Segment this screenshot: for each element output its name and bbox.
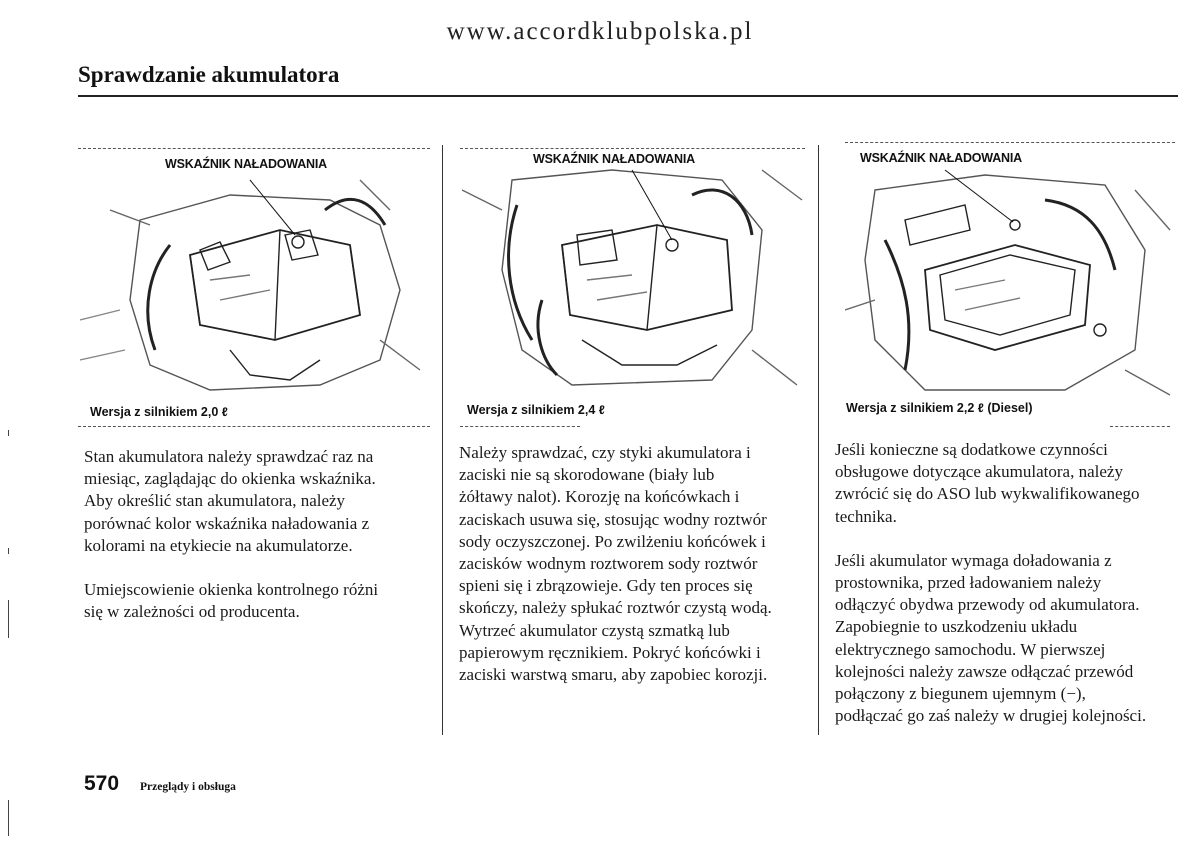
- chapter-label: Przeglądy i obsługa: [140, 781, 236, 793]
- text-line: zaciski warstwą smaru, aby zapobiec korozji.: [459, 665, 768, 685]
- figure-caption: Wersja z silnikiem 2,2 ℓ (Diesel): [846, 401, 1033, 415]
- text-line: się w zależności od producenta.: [84, 602, 300, 622]
- text-line: Stan akumulatora należy sprawdzać raz na: [84, 447, 374, 466]
- figure-caption: Wersja z silnikiem 2,4 ℓ: [467, 403, 605, 417]
- text-line: prostownika, przed ładowaniem należy: [835, 573, 1102, 593]
- figure-frame-top: [78, 148, 430, 149]
- text-line: zacisków wodnym roztworem sody roztwór: [459, 554, 758, 574]
- figure-caption: Wersja z silnikiem 2,0 ℓ: [90, 405, 228, 419]
- figure-frame-top: [460, 148, 805, 149]
- margin-mark: [8, 548, 9, 554]
- text-line: Należy sprawdzać, czy styki akumulatora i: [459, 443, 751, 462]
- battery-illustration-2-4: [462, 150, 807, 400]
- text-line: kolorami na etykiecie na akumulatorze.: [84, 535, 353, 555]
- text-line: Aby określić stan akumulatora, należy: [84, 491, 346, 511]
- figure-frame-bottom: [460, 426, 580, 427]
- charge-indicator-callout: WSKAŹNIK NAŁADOWANIA: [533, 152, 695, 166]
- margin-mark: [8, 430, 9, 436]
- text-line: połączony z biegunem ujemnym (−),: [835, 684, 1086, 704]
- battery-illustration-2-2-diesel: [845, 150, 1175, 400]
- text-line: Zapobiegnie to uszkodzeniu układu: [835, 617, 1078, 637]
- text-line: sody oczyszczonej. Po zwilżeniu końcówek i: [459, 531, 766, 551]
- text-line: zaciskach usuwa się, stosując wodny roztwór: [459, 509, 767, 529]
- text-line: spieni się i zbrązowieje. Gdy ten proces się: [459, 576, 753, 596]
- page-number: 570: [84, 772, 120, 795]
- text-line: Jeśli konieczne są dodatkowe czynności: [835, 440, 1108, 459]
- text-line: Jeśli akumulator wymaga doładowania z: [835, 550, 1112, 570]
- figure-frame-bottom: [78, 426, 430, 427]
- charge-indicator-callout: WSKAŹNIK NAŁADOWANIA: [860, 151, 1022, 165]
- text-line: zaciski nie są skorodowane (biały lub: [459, 465, 715, 485]
- figure-frame-top: [845, 142, 1175, 143]
- section-title: Sprawdzanie akumulatora: [78, 62, 340, 87]
- margin-mark: [8, 600, 9, 638]
- text-line: skończy, należy spłukać roztwór czystą wodą.: [459, 598, 772, 618]
- text-line: porównać kolor wskaźnika naładowania z: [84, 513, 370, 533]
- text-line: Wytrzeć akumulator czystą szmatką lub: [459, 620, 730, 640]
- site-url: www.accordklubpolska.pl: [446, 18, 754, 45]
- title-rule: [78, 95, 1178, 97]
- column-3-text: [835, 439, 1146, 727]
- column-2-text: [459, 442, 772, 686]
- text-line: żółtawy nalot). Korozję na końcówkach i: [459, 487, 740, 507]
- charge-indicator-callout: WSKAŹNIK NAŁADOWANIA: [165, 157, 327, 171]
- column-divider: [818, 145, 819, 735]
- text-line: elektrycznego samochodu. W pierwszej: [835, 639, 1106, 659]
- column-divider: [442, 145, 443, 735]
- text-line: miesiąc, zaglądając do okienka wskaźnika.: [84, 469, 376, 489]
- text-line: Umiejscowienie okienka kontrolnego różni: [84, 580, 379, 600]
- text-line: kolejności należy zawsze odłączać przewód: [835, 661, 1134, 681]
- margin-mark: [8, 800, 9, 836]
- text-line: obsługowe dotyczące akumulatora, należy: [835, 462, 1123, 482]
- column-1-text: [84, 446, 378, 623]
- text-line: podłączać go zaś należy w drugiej kolejności.: [835, 706, 1147, 726]
- battery-illustration-2-0: [80, 150, 432, 400]
- text-line: zwrócić się do ASO lub wykwalifikowanego: [835, 484, 1140, 504]
- text-line: papierowym ręcznikiem. Pokryć końcówki i: [459, 642, 761, 662]
- figure-frame-bottom: [1110, 426, 1170, 427]
- text-line: odłączyć obydwa przewody od akumulatora.: [835, 595, 1140, 615]
- text-line: technika.: [835, 506, 897, 526]
